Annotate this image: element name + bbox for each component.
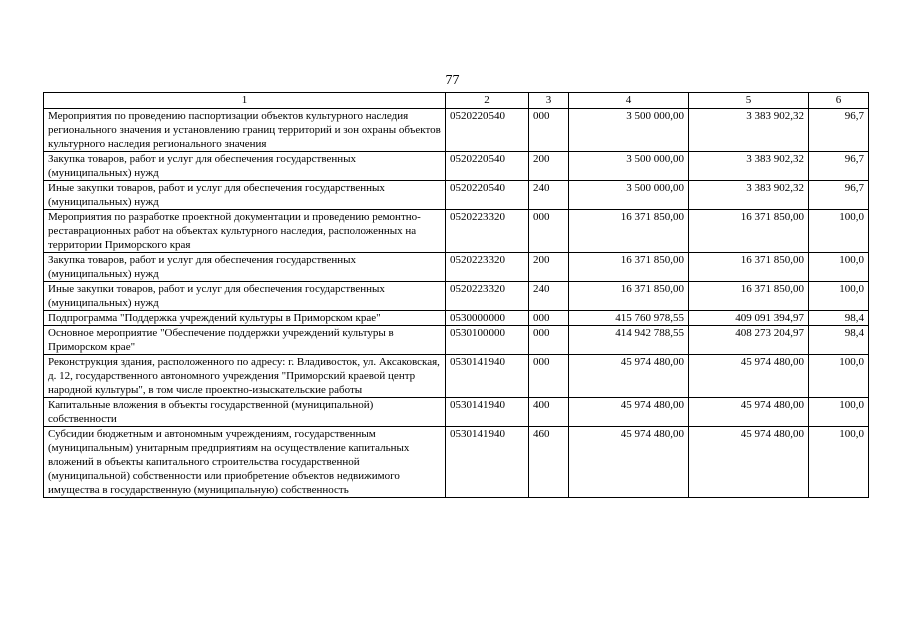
actual-amount: 3 383 902,32 [689,181,809,210]
target-article-code: 0520223320 [446,253,529,282]
item-name: Закупка товаров, работ и услуг для обеспечения государственных (муниципальных) нужд [44,152,446,181]
item-name: Иные закупки товаров, работ и услуг для обеспечения государственных (муниципальных) нужд [44,282,446,311]
item-name: Подпрограмма "Поддержка учреждений культуры в Приморском крае" [44,311,446,326]
actual-amount: 45 974 480,00 [689,398,809,427]
execution-percent: 96,7 [809,181,869,210]
expense-type-code: 000 [529,326,569,355]
actual-amount: 16 371 850,00 [689,253,809,282]
column-header: 1 [44,93,446,109]
actual-amount: 409 091 394,97 [689,311,809,326]
table-row [44,311,869,326]
execution-percent: 100,0 [809,398,869,427]
target-article-code: 0530141940 [446,398,529,427]
expense-type-code: 000 [529,311,569,326]
table-row [44,355,869,398]
item-name: Мероприятия по проведению паспортизации объектов культурного наследия регионального значения и установлению границ территорий и зон охраны объектов культурного наследия регионального значения [44,109,446,152]
planned-amount: 3 500 000,00 [569,181,689,210]
execution-percent: 100,0 [809,427,869,498]
planned-amount: 16 371 850,00 [569,210,689,253]
actual-amount: 45 974 480,00 [689,427,809,498]
execution-percent: 100,0 [809,282,869,311]
table-row [44,181,869,210]
page-number: 77 [445,73,460,88]
planned-amount: 16 371 850,00 [569,253,689,282]
planned-amount: 415 760 978,55 [569,311,689,326]
target-article-code: 0530100000 [446,326,529,355]
execution-percent: 100,0 [809,355,869,398]
table-row [44,326,869,355]
expense-type-code: 460 [529,427,569,498]
expense-type-code: 000 [529,210,569,253]
budget-table [43,92,869,498]
item-name: Реконструкция здания, расположенного по адресу: г. Владивосток, ул. Аксаковская, д. 12, государственного автономного учреждения "Приморский краевой центр народной культуры", в том числе проектно-изыскательские работы [44,355,446,398]
actual-amount: 3 383 902,32 [689,152,809,181]
planned-amount: 45 974 480,00 [569,355,689,398]
item-name: Закупка товаров, работ и услуг для обеспечения государственных (муниципальных) нужд [44,253,446,282]
execution-percent: 100,0 [809,253,869,282]
expense-type-code: 200 [529,152,569,181]
table-row [44,210,869,253]
column-header: 4 [569,93,689,109]
expense-type-code: 240 [529,181,569,210]
table-row [44,427,869,498]
table-header-row [44,93,869,109]
expense-type-code: 400 [529,398,569,427]
table-row [44,253,869,282]
actual-amount: 16 371 850,00 [689,210,809,253]
item-name: Иные закупки товаров, работ и услуг для обеспечения государственных (муниципальных) нужд [44,181,446,210]
expense-type-code: 000 [529,109,569,152]
column-header: 3 [529,93,569,109]
actual-amount: 45 974 480,00 [689,355,809,398]
execution-percent: 96,7 [809,109,869,152]
target-article-code: 0520223320 [446,282,529,311]
target-article-code: 0520220540 [446,152,529,181]
execution-percent: 98,4 [809,311,869,326]
planned-amount: 45 974 480,00 [569,427,689,498]
item-name: Основное мероприятие "Обеспечение поддержки учреждений культуры в Приморском крае" [44,326,446,355]
planned-amount: 414 942 788,55 [569,326,689,355]
target-article-code: 0520223320 [446,210,529,253]
item-name: Субсидии бюджетным и автономным учреждениям, государственным (муниципальным) унитарным предприятиям на осуществление капитальных вложений в объекты капитального строительства государственной (муниципальной) собственности или приобретение объектов недвижимого имущества в государственную (муниципальную) собственность [44,427,446,498]
planned-amount: 45 974 480,00 [569,398,689,427]
actual-amount: 3 383 902,32 [689,109,809,152]
planned-amount: 3 500 000,00 [569,109,689,152]
expense-type-code: 240 [529,282,569,311]
column-header: 5 [689,93,809,109]
planned-amount: 16 371 850,00 [569,282,689,311]
expense-type-code: 200 [529,253,569,282]
planned-amount: 3 500 000,00 [569,152,689,181]
target-article-code: 0530141940 [446,427,529,498]
expense-type-code: 000 [529,355,569,398]
target-article-code: 0530141940 [446,355,529,398]
table-row [44,109,869,152]
actual-amount: 408 273 204,97 [689,326,809,355]
execution-percent: 96,7 [809,152,869,181]
target-article-code: 0530000000 [446,311,529,326]
item-name: Мероприятия по разработке проектной документации и проведению ремонтно-реставрационных работ на объектах культурного наследия, расположенных на территории Приморского края [44,210,446,253]
target-article-code: 0520220540 [446,109,529,152]
table-row [44,152,869,181]
execution-percent: 98,4 [809,326,869,355]
target-article-code: 0520220540 [446,181,529,210]
table-row [44,282,869,311]
actual-amount: 16 371 850,00 [689,282,809,311]
execution-percent: 100,0 [809,210,869,253]
column-header: 6 [809,93,869,109]
item-name: Капитальные вложения в объекты государственной (муниципальной) собственности [44,398,446,427]
table-row [44,398,869,427]
column-header: 2 [446,93,529,109]
